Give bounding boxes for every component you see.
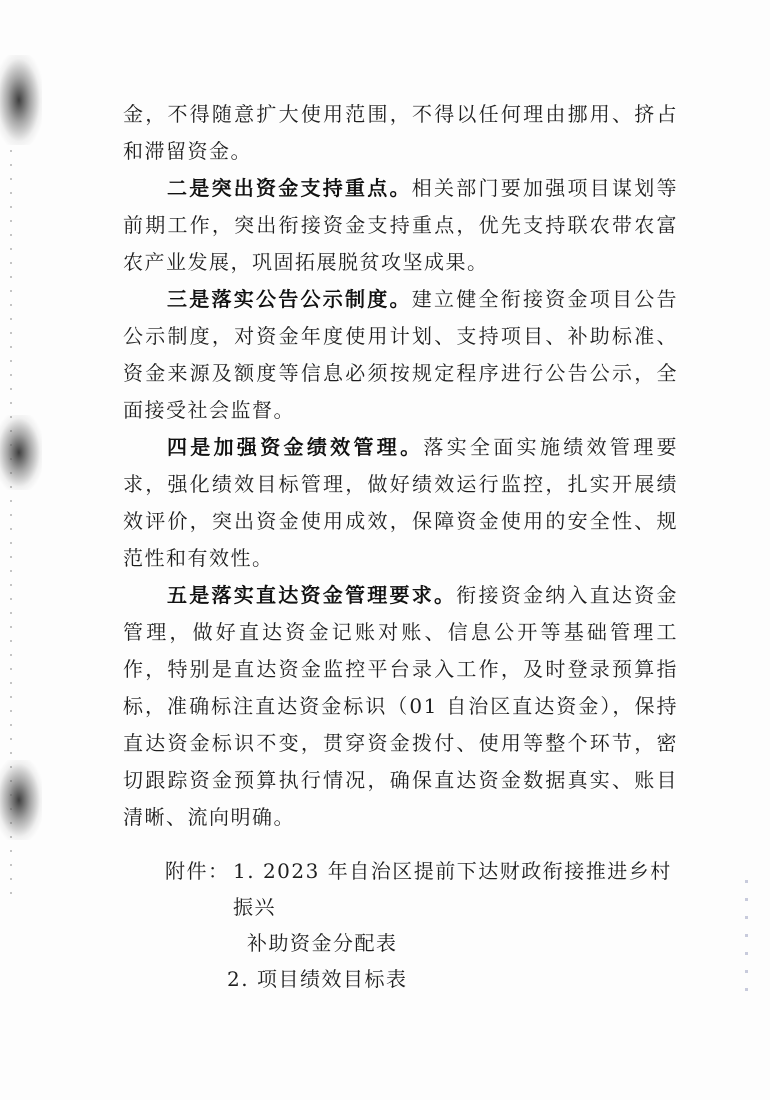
section-heading: 五是落实直达资金管理要求。 bbox=[167, 583, 457, 607]
section-heading: 四是加强资金绩效管理。 bbox=[167, 435, 424, 459]
attachments-list bbox=[165, 853, 685, 997]
section-text: 衔接资金纳入直达资金管理，做好直达资金记账对账、信息公开等基础管理工作，特别是直达资金监控平台录入工作，及时登录预算指标，准确标注直达资金标识（01 自治区直达资金），保持直达资金标识不变，贯穿资金拨付、使用等整个环节，密切跟踪资金预算执行情况，确保直达资金数据真实、账目清晰、流向明确。 bbox=[123, 583, 678, 829]
scan-edge-noise bbox=[745, 880, 748, 1000]
attachments-label: 附件： bbox=[165, 859, 230, 883]
scan-binding-mark bbox=[0, 760, 42, 840]
paragraph-continuation: 金，不得随意扩大使用范围，不得以任何理由挪用、挤占和滞留资金。 bbox=[123, 102, 678, 163]
scan-binding-mark bbox=[0, 415, 42, 490]
section-text: 落实全面实施绩效管理要求，强化绩效目标管理，做好绩效运行监控，扎实开展绩效评价，突出资金使用成效，保障资金使用的安全性、规范性和有效性。 bbox=[123, 435, 679, 570]
attachment-item-1 bbox=[165, 853, 685, 925]
paragraph-section-3 bbox=[123, 281, 678, 429]
paragraph-section-5 bbox=[123, 577, 678, 836]
section-heading: 三是落实公告公示制度。 bbox=[167, 287, 412, 311]
scan-binding-mark bbox=[0, 55, 42, 145]
paragraph-section-2 bbox=[123, 170, 678, 281]
section-text: 建立健全衔接资金项目公告公示制度，对资金年度使用计划、支持项目、补助标准、资金来源及额度等信息必须按规定程序进行公告公示，全面接受社会监督。 bbox=[123, 287, 678, 422]
attachment-1-title: 1. 2023 年自治区提前下达财政衔接推进乡村振兴 bbox=[233, 859, 672, 919]
section-text: 相关部门要加强项目谋划等前期工作，突出衔接资金支持重点，优先支持联农带农富农产业发展，巩固拓展脱贫攻坚成果。 bbox=[123, 176, 678, 274]
attachment-1-title-continued: 补助资金分配表 bbox=[247, 931, 398, 955]
scan-edge-noise bbox=[10, 150, 12, 900]
document-body bbox=[123, 96, 678, 836]
paragraph-section-4 bbox=[123, 429, 678, 577]
attachment-2-title: 2. 项目绩效目标表 bbox=[227, 967, 408, 991]
section-heading: 二是突出资金支持重点。 bbox=[167, 176, 412, 200]
